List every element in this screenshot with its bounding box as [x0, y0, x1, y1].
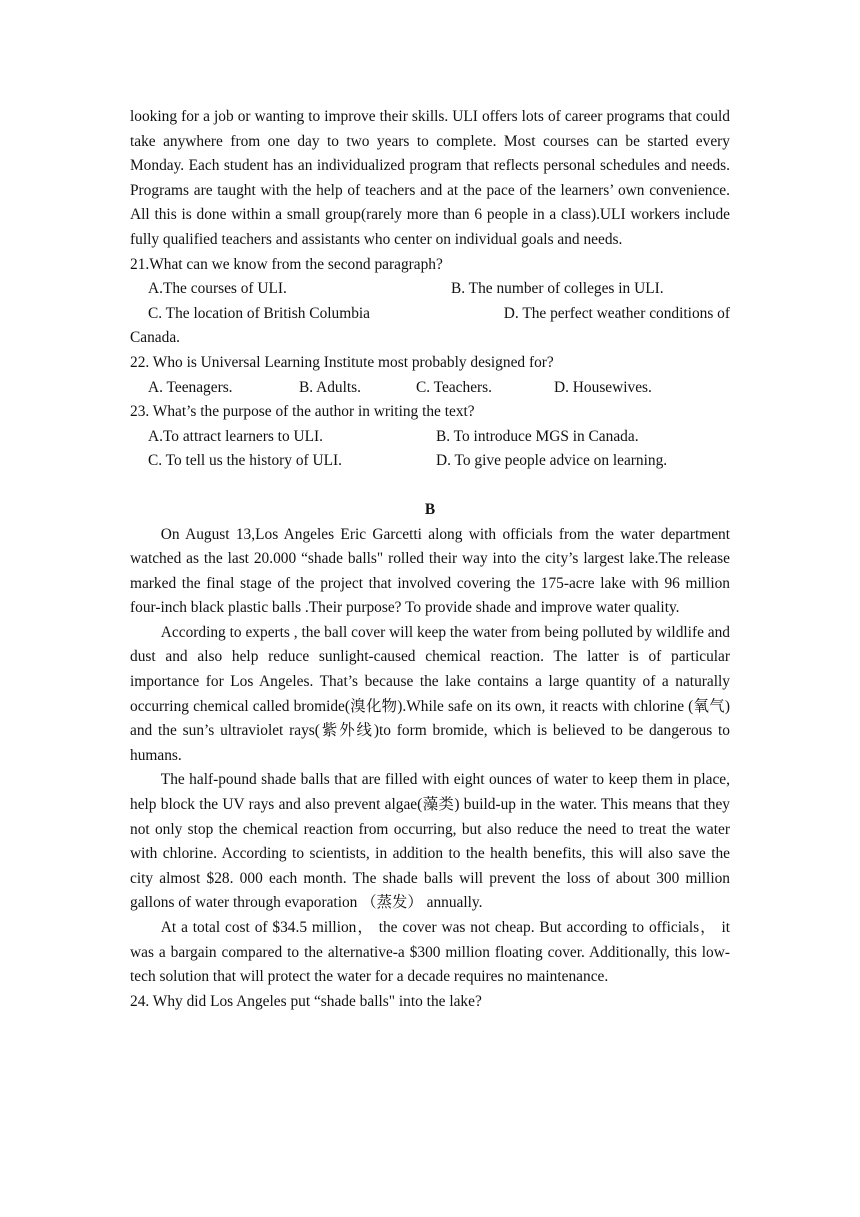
question-23-option-b: B. To introduce MGS in Canada.	[436, 427, 639, 445]
document-page	[130, 105, 730, 1014]
question-21-option-a: A.The courses of ULI.	[148, 280, 287, 298]
question-22-option-a: A. Teenagers.	[148, 378, 233, 396]
question-21-option-d-wrap: Canada.	[130, 329, 180, 347]
question-21-option-c: C. The location of British Columbia	[148, 304, 371, 322]
question-22-stem: 22. Who is Universal Learning Institute most probably designed for?	[130, 353, 554, 371]
question-21-stem: 21.What can we know from the second paragraph?	[130, 255, 443, 273]
section-b-paragraph-2: According to experts , the ball cover will keep the water from being polluted by wildlife and dust and also help reduce sunlight-caused chemical reaction. The latter is of particular importance for Los Angeles. That’s because the lake contains a large quantity of a naturally occurring chemical called bromide(溴化物).While safe on its own, it reacts with chlorine (氧气) and the sun’s ultraviolet rays(紫外线)to form bromide, which is believed to be dangerous to humans.	[130, 623, 730, 764]
question-23-option-c: C. To tell us the history of ULI.	[148, 452, 342, 470]
section-b-paragraph-4: At a total cost of $34.5 million， the cover was not cheap. But according to officials， it was a bargain compared to the alternative-a $300 million floating cover. Additionally, this low-tech solution that will protect the water for a decade requires no maintenance.	[130, 919, 730, 986]
question-23-option-a: A.To attract learners to ULI.	[148, 427, 323, 445]
question-21-option-b: B. The number of colleges in ULI.	[451, 280, 664, 298]
question-23-option-d: D. To give people advice on learning.	[436, 452, 668, 470]
section-b-paragraph-1: On August 13,Los Angeles Eric Garcetti along with officials from the water department watched as the last 20.000 “shade balls" rolled their way into the city’s largest lake.The release marked the final stage of the project that involved covering the 175-acre lake with 96 million four-inch black plastic balls .Their purpose? To provide shade and improve water quality.	[130, 525, 730, 617]
passage-a-end-paragraph: looking for a job or wanting to improve their skills. ULI offers lots of career programs that could take anywhere from one day to two years to complete. Most courses can be started every Monday. Each student has an individualized program that reflects personal schedules and needs. Programs are taught with the help of teachers and at the pace of the learners’ own convenience. All this is done within a small group(rarely more than 6 people in a class).ULI workers include fully qualified teachers and assistants who center on individual goals and needs.	[130, 108, 730, 248]
question-22-options-row	[130, 376, 730, 401]
section-b-title: B	[424, 500, 436, 518]
question-24-stem: 24. Why did Los Angeles put “shade balls" into the lake?	[130, 992, 482, 1010]
question-22-option-c: C. Teachers.	[416, 378, 492, 396]
question-22-option-d: D. Housewives.	[554, 378, 652, 396]
question-21-option-d: D. The perfect weather conditions of	[503, 304, 730, 322]
question-23-options-row-1	[130, 425, 730, 450]
question-21-options-row-2	[130, 302, 730, 327]
section-b-paragraph-3: The half-pound shade balls that are filled with eight ounces of water to keep them in place, help block the UV rays and also prevent algae(藻类) build-up in the water. This means that they not only stop the chemical reaction from occurring, but also reduce the need to treat the water with chlorine. According to scientists, in addition to the health benefits, this will also save the city almost $28. 000 each month. The shade balls will prevent the loss of about 300 million gallons of water through evaporation （蒸发） annually.	[130, 771, 730, 912]
question-23-stem: 23. What’s the purpose of the author in writing the text?	[130, 403, 475, 421]
question-22-option-b: B. Adults.	[299, 378, 362, 396]
question-23-options-row-2	[130, 449, 730, 474]
question-21-options-row-1	[130, 277, 730, 302]
